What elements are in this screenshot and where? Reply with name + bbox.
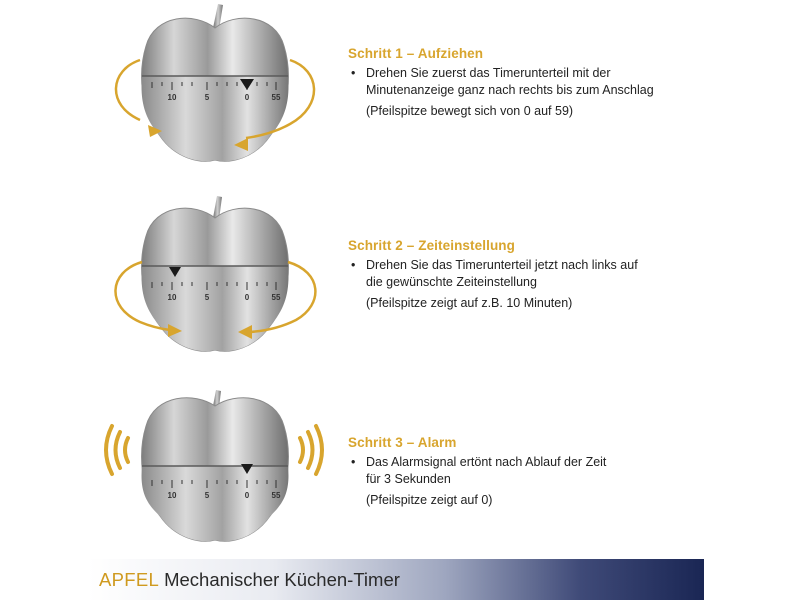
- step-title: Schritt 2 – Zeiteinstellung: [348, 238, 515, 253]
- step-instruction-line: für 3 Sekunden: [366, 472, 451, 486]
- step-2: [348, 238, 778, 312]
- dial-label-55: 55: [271, 491, 281, 500]
- sound-waves-left-icon: [106, 426, 128, 474]
- step-instruction-line: die gewünschte Zeiteinstellung: [366, 275, 537, 289]
- step-title: Schritt 1 – Aufziehen: [348, 46, 484, 61]
- footer-subtitle: Mechanischer Küchen-Timer: [164, 568, 400, 590]
- step-1: [348, 46, 778, 120]
- dial-label-5: 5: [204, 491, 210, 500]
- step-instruction: [348, 257, 778, 291]
- dial-label-0: 0: [244, 93, 250, 102]
- apple-timer-step-2: [100, 192, 330, 372]
- dial-label-5: 5: [204, 293, 210, 302]
- sound-waves-right-icon: [300, 426, 322, 474]
- dial-label-10: 10: [167, 293, 177, 302]
- apple-timer-step-3: [100, 388, 330, 568]
- step-3: [348, 435, 778, 509]
- step-instruction-line: Drehen Sie das Timerunterteil jetzt nach links auf: [366, 258, 638, 272]
- rotate-arrow-left: [116, 60, 140, 120]
- step-note: (Pfeilspitze bewegt sich von 0 auf 59): [366, 104, 574, 118]
- timer-dial-base: [142, 76, 289, 161]
- dial-label-55: 55: [271, 293, 281, 302]
- step-note: (Pfeilspitze zeigt auf 0): [366, 493, 493, 507]
- dial-label-0: 0: [244, 491, 250, 500]
- step-instruction: [348, 65, 778, 99]
- step-note: (Pfeilspitze zeigt auf z.B. 10 Minuten): [366, 296, 573, 310]
- dial-label-55: 55: [271, 93, 281, 102]
- step-title: Schritt 3 – Alarm: [348, 435, 457, 450]
- dial-label-5: 5: [204, 93, 210, 102]
- step-instruction-line: Minutenanzeige ganz nach rechts bis zum Anschlag: [366, 83, 654, 97]
- dial-label-10: 10: [167, 93, 177, 102]
- footer-brand: APFEL: [99, 568, 160, 590]
- step-instruction-line: Das Alarmsignal ertönt nach Ablauf der Zeit: [366, 455, 607, 469]
- footer-banner: [88, 559, 704, 600]
- timer-dial-base: [142, 466, 289, 541]
- apple-timer-step-1: [100, 0, 330, 180]
- step-instruction: [348, 454, 778, 488]
- timer-dial-base: [142, 266, 289, 351]
- step-instruction-line: Drehen Sie zuerst das Timerunterteil mit der: [366, 66, 611, 80]
- dial-label-10: 10: [167, 491, 177, 500]
- dial-label-0: 0: [244, 293, 250, 302]
